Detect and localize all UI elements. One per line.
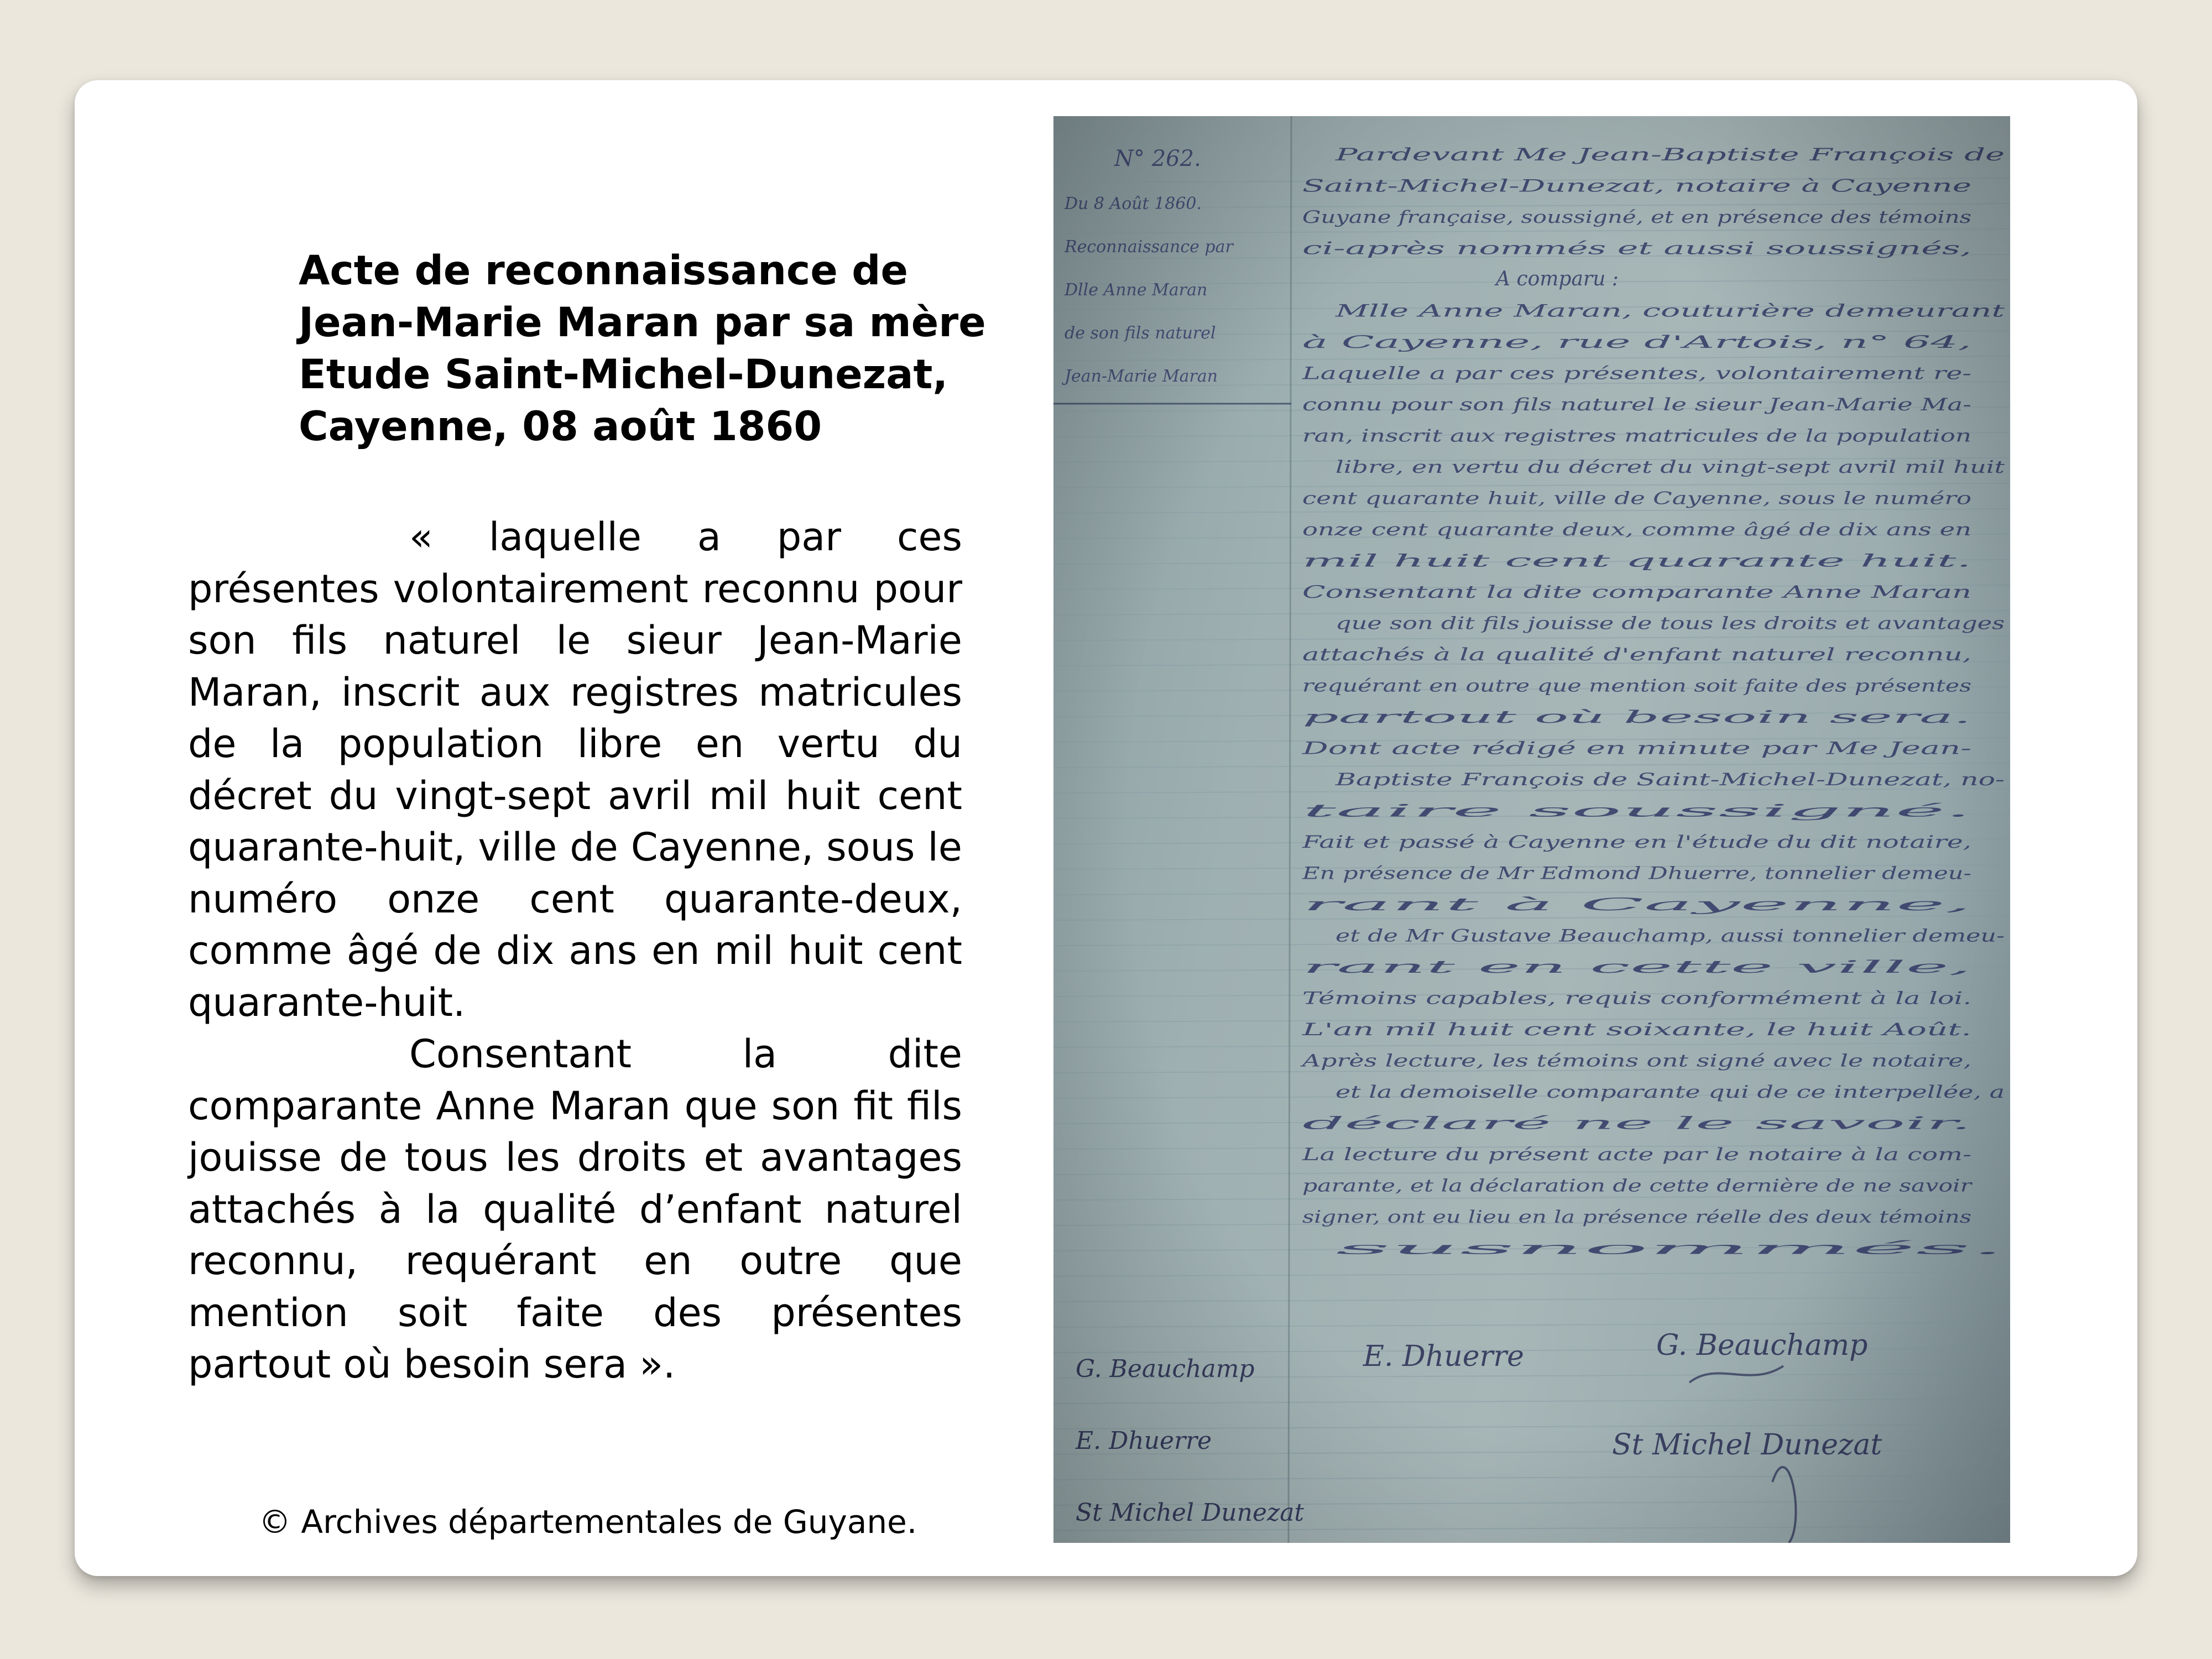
transcription-paragraph: Consentant la dite comparante Anne Maran que son fit fils jouisse de tous les droits et avantages attachés à la qualité d’enfant naturel reconnu, requérant en outre que mention soit faite des présentes partout où besoin sera ». <box>188 1031 962 1387</box>
copyright-notice: © Archives départementales de Guyane. <box>259 1503 917 1541</box>
transcription-paragraph: « laquelle a par ces présentes volontairement reconnu pour son fils naturel le sieur Jean-Marie Maran, inscrit aux registres matricules de la population libre en vertu du décret du vingt-sept avril mil huit cent quarante-huit, ville de Cayenne, sous le numéro onze cent quarante-deux, comme âgé de dix ans en mil huit cent quarante-huit. <box>188 514 962 1025</box>
manuscript-photo <box>1053 116 2010 1543</box>
photo-vignette <box>1053 116 2010 1543</box>
transcription-text <box>188 512 962 1391</box>
handwritten-document-image <box>1053 116 2010 1543</box>
title-line: Etude Saint-Michel-Dunezat, <box>299 351 948 398</box>
title-line: Acte de reconnaissance de <box>299 247 909 294</box>
title-line: Cayenne, 08 août 1860 <box>299 403 822 450</box>
title-line: Jean-Marie Maran par sa mère <box>299 299 986 346</box>
document-title <box>299 245 1100 453</box>
